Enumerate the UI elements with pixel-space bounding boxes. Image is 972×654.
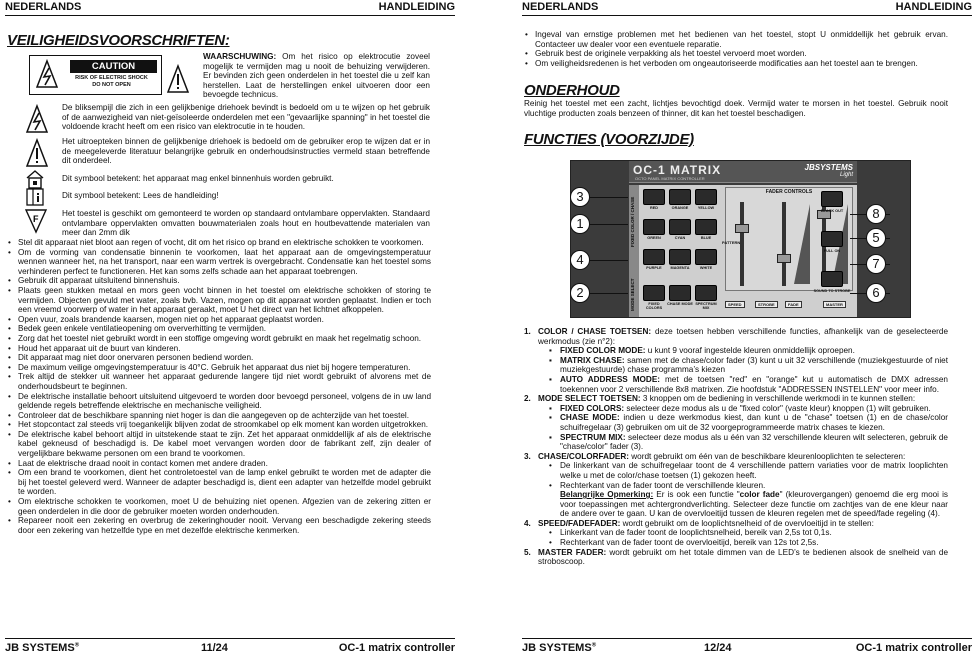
list-item: • Rechterkant van de fader toont de overvloeitijd, bereik van 12s tot 2,5s. — [538, 538, 948, 548]
right-header — [522, 0, 972, 16]
function-item-5: 5. MASTER FADER: wordt gebruikt om het totale dimmen van de LED’s te bedienen alsook de snelheid van de stroboscoop. — [524, 547, 948, 567]
list-item: • Ingeval van ernstige problemen met het bedienen van het toestel, stopt U onmiddellijk het gebruik ervan. Contacteer uw dealer voor een eventuele reparatie. — [524, 30, 948, 49]
panel-tagline: OCTO PANEL MATRIX CONTROLLER — [635, 176, 705, 181]
right-footer — [522, 638, 972, 654]
maintenance-text: Reinig het toestel met een zacht, lichtjes bevochtigd doek. Vermijd water te morsen in het toestel. Gebruik nooit vluchtige producten zoals benzeen of thinner, dit kan het toestel beschadigen. — [524, 99, 948, 118]
warning-text: Om het risico op elektrocutie zoveel mogelijk te vermijden mag u nooit de behuizing verwijderen. Er bevinden zich geen onderdelen in het toestel die u zelf kan herstellen. Laat de herstellingen enkel uitvoeren door een bevoegde technicus. — [203, 52, 430, 100]
panel-maker-sub: Light — [839, 172, 853, 178]
list-item: ▪ AUTO ADDRESS MODE: met de toetsen "red" en "orange" kut u automatisch de DMX adressen toekennen voor 2 verschillende 8x8 matrixen. Zie hoofdstuk "ADDRESSEN INSTELLEN" voor meer info. — [538, 375, 948, 394]
list-item: • Het stopcontact zal steeds vrij toegankelijk blijven zodat de stroomkabel op elk moment kan worden uitgetrokken. — [7, 420, 431, 430]
indoor-use-explanation: Dit symbool betekent: het apparaat mag enkel binnenhuis worden gebruikt. — [62, 174, 334, 183]
panel-button-label: WHITE — [699, 266, 713, 270]
panel-function-button[interactable] — [821, 271, 843, 287]
panel-function-label: SOUND TO STROBE — [813, 289, 851, 293]
function-buttons — [799, 191, 855, 311]
header-doc-type: HANDLEIDING — [378, 1, 455, 13]
footer-brand: JB SYSTEMS® — [5, 642, 80, 654]
panel-button[interactable] — [669, 249, 691, 265]
pattern-label: PATTERN — [722, 240, 741, 245]
panel-button[interactable] — [643, 219, 665, 235]
left-footer — [5, 638, 455, 654]
callout-5: 5 — [866, 228, 886, 248]
list-item: • De linkerkant van de schuifregelaar toont de 4 verschillende pattern variaties voor de matrix looplichten welke u met de color/chase toetsen (1) gekozen heeft. — [538, 461, 948, 480]
chase-fader-knob[interactable] — [735, 224, 749, 233]
list-item: • Controleer dat de beschikbare spanning niet hoger is dan die aangegeven op de achterzijde van het toestel. — [7, 411, 431, 421]
lightning-explanation: De bliksempijl die zich in een gelijkbenige driehoek bevindt is bedoeld om u te wijzen op het gebruik of de aanwezigheid van niet-geïsoleerde onderdelen met een "gevaarlijke spanning" in het toestel die voldoende kracht heeft om een risico van elektrocutie in te houden. — [62, 103, 430, 132]
list-item: • Gebruik dit apparaat uitsluitend binnenshuis. — [7, 276, 431, 286]
list-item: • Om elektrische schokken te voorkomen, moet U de behuizing niet openen. Afgezien van de zekering zitten er geen onderdelen in die door de gebruiker moeten worden onderhouden. — [7, 497, 431, 516]
read-manual-icon — [25, 187, 47, 207]
callout-2: 2 — [570, 283, 590, 303]
speed-fader-track[interactable] — [782, 202, 786, 286]
lightning-icon — [36, 60, 58, 88]
list-item: ▪ CHASE MODE: indien u deze werkmodus kiest, dan kunt u de "chase" toetsen (1) en de chase/color schuifregelaar (3) gebruiken om uit de 32 voorgeprogrammeerde matrix chases te kiezen. — [538, 413, 948, 432]
function-item-4: 4. SPEED/FADEFADER: wordt gebruikt om de looplichtsnelheid of de overvloeitijd in te stellen: • Linkerkant van de fader toont de looplichtsnelheid, bereik van 2,5s tot 0,1s. • Rechterkant van de fader toont de overvloeitijd, bereik van 12s tot 2,5s. — [524, 519, 948, 548]
panel-function-label: BLACK OUT — [820, 209, 844, 213]
callout-6: 6 — [866, 283, 886, 303]
speed-fader-knob[interactable] — [777, 254, 791, 263]
caution-line-2: DO NOT OPEN — [92, 82, 131, 88]
functions-title: FUNCTIES (VOORZIJDE) — [524, 131, 694, 148]
list-item: • Houd het apparaat uit de buurt van kinderen. — [7, 344, 431, 354]
panel-button[interactable] — [695, 219, 717, 235]
panel-button[interactable] — [695, 189, 717, 205]
panel-button[interactable] — [695, 285, 717, 301]
panel-function-button[interactable] — [821, 231, 843, 247]
fader-bottom-label: SPEED — [725, 301, 745, 308]
footer-brand: JB SYSTEMS® — [522, 642, 597, 654]
top-bullet-list — [524, 30, 948, 68]
panel-button[interactable] — [643, 189, 665, 205]
panel-button[interactable] — [669, 189, 691, 205]
read-manual-explanation: Dit symbool betekent: Lees de handleiding! — [62, 191, 219, 200]
function-item-3: 3. CHASE/COLORFADER: wordt gebruikt om één van de beschikbare kleurenlooplichten te selecteren: • De linkerkant van de schuifregelaar toont de 4 verschillende pattern variaties voor de matrix looplichten welke u met de color/chase toetsen (1) gekozen heeft. • Rechterkant van de fader toont de verschillende kleuren. Belangrijke Opmerking: Er is ook een functie "color fade" (kleurovergangen) genoemd die erg mooi is voor toepassingen met achtergrondverlichting. Selecteer deze functie om zachtjes van de ene kleur naar de andere over te gaan. U kan de overvloeitijd tussen de kleuren regelen met de speed/fade regeling (4). — [524, 452, 948, 519]
panel-button-label: ORANGE — [671, 206, 689, 210]
maintenance-title: ONDERHOUD — [524, 82, 620, 99]
list-item: • De elektrische installatie behoort uitsluitend uitgevoerd te worden door bevoegd personeel, volgens de in uw land geldende regels betreffende elektrische en mechanische veiligheid. — [7, 392, 431, 411]
panel-button-label: RED — [649, 206, 659, 210]
panel-maker: JBSYSTEMS — [804, 163, 853, 172]
callout-7: 7 — [866, 254, 886, 274]
panel-button[interactable] — [669, 285, 691, 301]
list-item: • De elektrische kabel behoort altijd in uitstekende staat te zijn. Zet het apparaat onmiddellijk af als de elektrische kabel gekneusd of beschadigd is. De kabel moet vervangen worden door de fabrikant zelf, zijn dealer of vergelijkbare bekwame personen om een brand te voorkomen. — [7, 430, 431, 459]
left-header — [5, 0, 455, 16]
panel-button-label: BLUE — [700, 236, 712, 240]
list-item: • Plaats geen stukken metaal en mors geen vocht binnen in het toestel om elektrische schokken of storing te vermijden. Objecten gevuld met water, zoals bvb. Vazen, mogen op dit apparaat worden geplaatst. Indien er toch een vreemd voorwerp of water in het apparaat geraakt, moet U het direct van het lichtnet afkoppelen. — [7, 286, 431, 315]
list-item: • Om veiligheidsredenen is het verboden om ongeautoriseerde modificaties aan het toestel aan te brengen. — [524, 59, 948, 69]
list-item: • Laat de elektrische draad nooit in contact komen met andere draden. — [7, 459, 431, 469]
callout-3: 3 — [570, 187, 590, 207]
panel-button[interactable] — [695, 249, 717, 265]
warning-label: WAARSCHUWING: — [203, 52, 277, 61]
list-item: • De maximum veilige omgevingstemperatuur is 40°C. Gebruik het apparaat dus niet bij hogere temperaturen. — [7, 363, 431, 373]
lightning-triangle-icon — [25, 105, 49, 133]
callout-1: 1 — [570, 214, 590, 234]
list-item: • Om een brand te voorkomen, dient het controletoestel van de lamp enkel gebruikt te worden met de adapter die bij het toestel geleverd werd. Wanneer de adapter beschadigd is, dient een adapter van hetzelfde model gebruikt te worden. — [7, 468, 431, 497]
list-item: ▪ FIXED COLORS: selecteer deze modus als u de "fixed color" (vaste kleur) knoppen (1) wilt gebruiken. — [538, 404, 948, 414]
list-item: • Repareer nooit een zekering en overbrug de zekeringhouder nooit. Vervang een beschadigde zekering steeds door een zekering van hetzelfde type en met dezelfde elektrische kenmerken. — [7, 516, 431, 535]
footer-product: OC-1 matrix controller — [338, 642, 455, 654]
right-page — [522, 0, 972, 654]
exclamation-explanation: Het uitroepteken binnen de gelijkbenige driehoek is bedoeld om de gebruiker erop te wijzen dat er in de meegeleverde literatuur belangrijke gebruik en onderhoudsinstructies vermeld staan betreffende dit onderdeel. — [62, 137, 430, 166]
fader-controls-label: FADER CONTROLS — [765, 189, 813, 195]
functions-list — [524, 327, 948, 567]
panel-button[interactable] — [643, 285, 665, 301]
left-page — [5, 0, 455, 654]
header-language: NEDERLANDS — [522, 1, 599, 13]
exclamation-icon — [167, 65, 189, 93]
panel-button-label: GREEN — [647, 236, 661, 240]
fader-bottom-label: MASTER — [823, 301, 846, 308]
callout-4: 4 — [570, 250, 590, 270]
panel-button-label: PURPLE — [646, 266, 662, 270]
list-item: • Zorg dat het toestel niet gebruikt wordt in een stoffige omgeving wordt gebruikt en maak het regelmatig schoon. — [7, 334, 431, 344]
panel-button-label: MAGENTA — [670, 266, 690, 270]
panel-button-label: FIXED COLORS — [645, 302, 663, 310]
indoor-use-icon — [25, 169, 45, 189]
panel-brand-strip — [629, 161, 857, 183]
panel-brand: OC-1 MATRIX — [633, 163, 722, 177]
list-item: • Rechterkant van de fader toont de verschillende kleuren. Belangrijke Opmerking: Er is ook een functie "color fade" (kleurovergangen) genoemd die erg mooi is voor toepassingen met achtergrondverlichting. Selecteer deze functie om zachtjes van de ene kleur naar de andere over te gaan. U kan de overvloeitijd tussen de kleuren regelen met de speed/fade regeling (4). — [538, 481, 948, 519]
caution-heading: CAUTION — [70, 60, 157, 73]
color-button-grid — [643, 189, 721, 317]
footer-product: OC-1 matrix controller — [855, 642, 972, 654]
list-item: ▪ MATRIX CHASE: samen met de chase/color fader (3) kunt u uit 32 verschillende (muziekgestuurde of niet muziekgestuurde) chase programma’s kiezen — [538, 356, 948, 375]
footer-page-number: 12/24 — [704, 642, 732, 654]
callout-8: 8 — [866, 204, 886, 224]
chase-fader-track[interactable] — [740, 202, 744, 286]
fader-bottom-label: FADE — [785, 301, 802, 308]
panel-button-label: CHASE MODE — [667, 302, 693, 306]
panel-function-label: FULL ON — [823, 249, 841, 253]
side-label-mode: MODE SELECT — [630, 278, 635, 311]
caution-line-1: RISK OF ELECTRIC SHOCK — [75, 75, 148, 81]
list-item: ▪ SPECTRUM MIX: selecteer deze modus als u één van 32 verschillende kleuren wilt selecteren, gebruik de "chase/color" fader (3). — [538, 433, 948, 452]
list-item: • Linkerkant van de fader toont de looplichtsnelheid, bereik van 2,5s tot 0,1s. — [538, 528, 948, 538]
side-label-color: FIXED COLOR / CHASE — [630, 196, 635, 247]
panel-button-label: SPECTRUM MIX — [695, 302, 717, 310]
safety-bullet-list — [7, 238, 431, 535]
list-item: ▪ FIXED COLOR MODE: u kunt 9 vooraf ingestelde kleuren onmiddellijk oproepen. — [538, 346, 948, 356]
list-item: • Bedek geen enkele ventilatieopening om oververhitting te vermijden. — [7, 324, 431, 334]
flammable-surface-icon — [25, 209, 47, 233]
warning-paragraph — [203, 52, 430, 100]
list-item: • Gebruik best de originele verpakking als het toestel vervoerd moet worden. — [524, 49, 948, 59]
exclamation-triangle-icon — [25, 139, 49, 167]
list-item: • Open vuur, zoals brandende kaarsen, mogen niet op het apparaat geplaatst worden. — [7, 315, 431, 325]
panel-button-label: CYAN — [674, 236, 686, 240]
footer-page-number: 11/24 — [201, 642, 228, 654]
panel-button[interactable] — [669, 219, 691, 235]
safety-title: VEILIGHEIDSVOORSCHRIFTEN: — [7, 32, 230, 49]
panel-button-label: YELLOW — [697, 206, 715, 210]
list-item: • Dit apparaat mag niet door onervaren personen bediend worden. — [7, 353, 431, 363]
function-item-1: 1. COLOR / CHASE TOETSEN: deze toetsen hebben verschillende functies, afhankelijk van de geselecteerde werkmodus (zie n°2): ▪ FIXED COLOR MODE: u kunt 9 vooraf ingestelde kleuren onmiddellijk oproepen. ▪ MATRIX CHASE: samen met de chase/color fader (3) kunt u uit 32 verschillende (muziekgestuurde of niet muziekgestuurde) chase programma’s kiezen ▪ AUTO ADDRESS MODE: met de toetsen "red" en "orange" kut u automatisch de DMX adressen toekennen voor 2 verschillende 8x8 matrixen. Zie hoofdstuk "ADDRESSEN INSTELLEN" voor meer info. — [524, 327, 948, 394]
function-item-2: 2. MODE SELECT TOETSEN: 3 knoppen om de bediening in verschillende werkmodi in te kunnen stellen: ▪ FIXED COLORS: selecteer deze modus als u de "fixed color" (vaste kleur) knoppen (1) wilt gebruiken. ▪ CHASE MODE: indien u deze werkmodus kiest, dan kunt u de "chase" toetsen (1) en de chase/color schuifregelaar (3) gebruiken om uit de 32 voorgeprogrammeerde matrix chases te kiezen. ▪ SPECTRUM MIX: selecteer deze modus als u één van 32 verschillende kleuren wilt selecteren, gebruik de "chase/color" fader (3). — [524, 394, 948, 452]
list-item: • Om de vorming van condensatie binnenin te voorkomen, laat het apparaat aan de omgevingstemperatuur wennen wanneer het, na het transport, naar een warm vertrek is overgebracht. Condensatie kan het toestel soms verhinderen perfect te functioneren. Het kan soms zelfs schade aan het apparaat toebrengen. — [7, 248, 431, 277]
caution-label — [29, 55, 162, 95]
flammable-explanation: Het toestel is geschikt om gemonteerd te worden op standaard ontvlambare oppervlakten. Standaard ontvlambare oppervlakten omvatten bouwmaterialen zoals hout en houtbevattende materialen van meer dan 2mm dik — [62, 209, 430, 238]
svg-text:F: F — [33, 214, 39, 224]
list-item: • Stel dit apparaat niet bloot aan regen of vocht, dit om het risico op brand en elektrische schokken te voorkomen. — [7, 238, 431, 248]
panel-button[interactable] — [643, 249, 665, 265]
panel-function-button[interactable] — [821, 191, 843, 207]
header-doc-type: HANDLEIDING — [895, 1, 972, 13]
list-item: • Trek altijd de stekker uit wanneer het apparaat gedurende langere tijd niet wordt gebruikt of alvorens met de onderhoudsbeurt te beginnen. — [7, 372, 431, 391]
header-language: NEDERLANDS — [5, 1, 82, 13]
fader-bottom-label: STROBE — [755, 301, 778, 308]
